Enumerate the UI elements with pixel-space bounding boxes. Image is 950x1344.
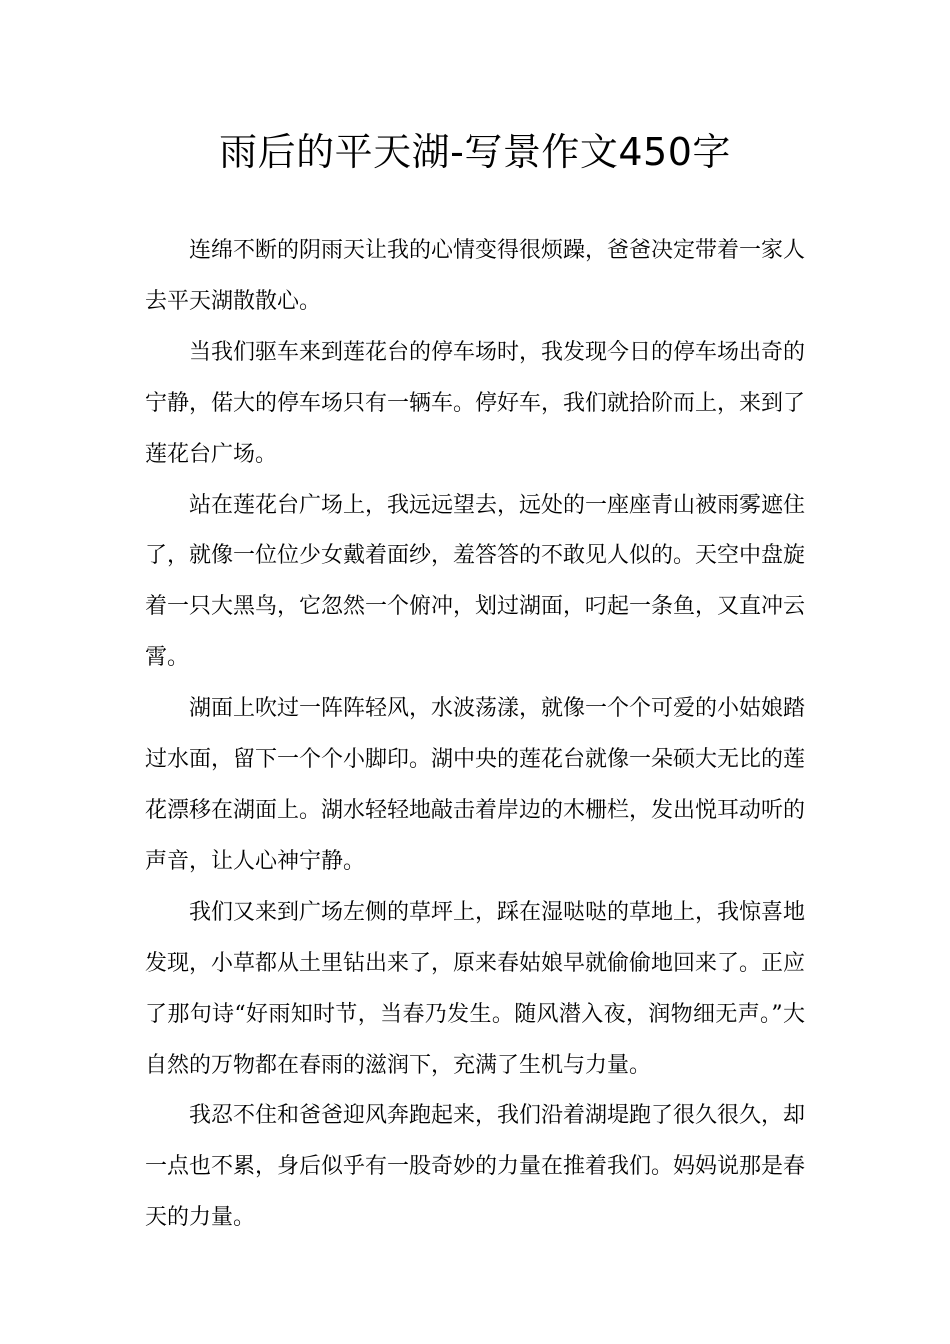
paragraph: 站在莲花台广场上，我远远望去，远处的一座座青山被雨雾遮住了，就像一位位少女戴着面纱，羞答答的不敢见人似的。天空中盘旋着一只大黑鸟，它忽然一个俯冲，划过湖面，叼起一条鱼，又直冲云霄。 (145, 492, 806, 671)
paragraph: 我忍不住和爸爸迎风奔跑起来，我们沿着湖堤跑了很久很久，却一点也不累，身后似乎有一股奇妙的力量在推着我们。妈妈说那是春天的力量。 (145, 1103, 806, 1231)
paragraph: 连绵不断的阴雨天让我的心情变得很烦躁，爸爸决定带着一家人去平天湖散散心。 (145, 238, 806, 314)
paragraph: 我们又来到广场左侧的草坪上，踩在湿哒哒的草地上，我惊喜地发现，小草都从土里钻出来了，原来春姑娘早就偷偷地回来了。正应了那句诗“好雨知时节，当春乃发生。随风潜入夜，润物细无声。”大自然的万物都在春雨的滋润下，充满了生机与力量。 (145, 899, 806, 1078)
document-title: 雨后的平天湖-写景作文450字 (219, 130, 731, 174)
document-body (145, 226, 805, 1244)
paragraph: 湖面上吹过一阵阵轻风，水波荡漾，就像一个个可爱的小姑娘踏过水面，留下一个个小脚印。湖中央的莲花台就像一朵硕大无比的莲花漂移在湖面上。湖水轻轻地敲击着岸边的木栅栏，发出悦耳动听的声音，让人心神宁静。 (145, 696, 806, 874)
paragraph: 当我们驱车来到莲花台的停车场时，我发现今日的停车场出奇的宁静，偌大的停车场只有一辆车。停好车，我们就拾阶而上，来到了莲花台广场。 (145, 339, 806, 467)
